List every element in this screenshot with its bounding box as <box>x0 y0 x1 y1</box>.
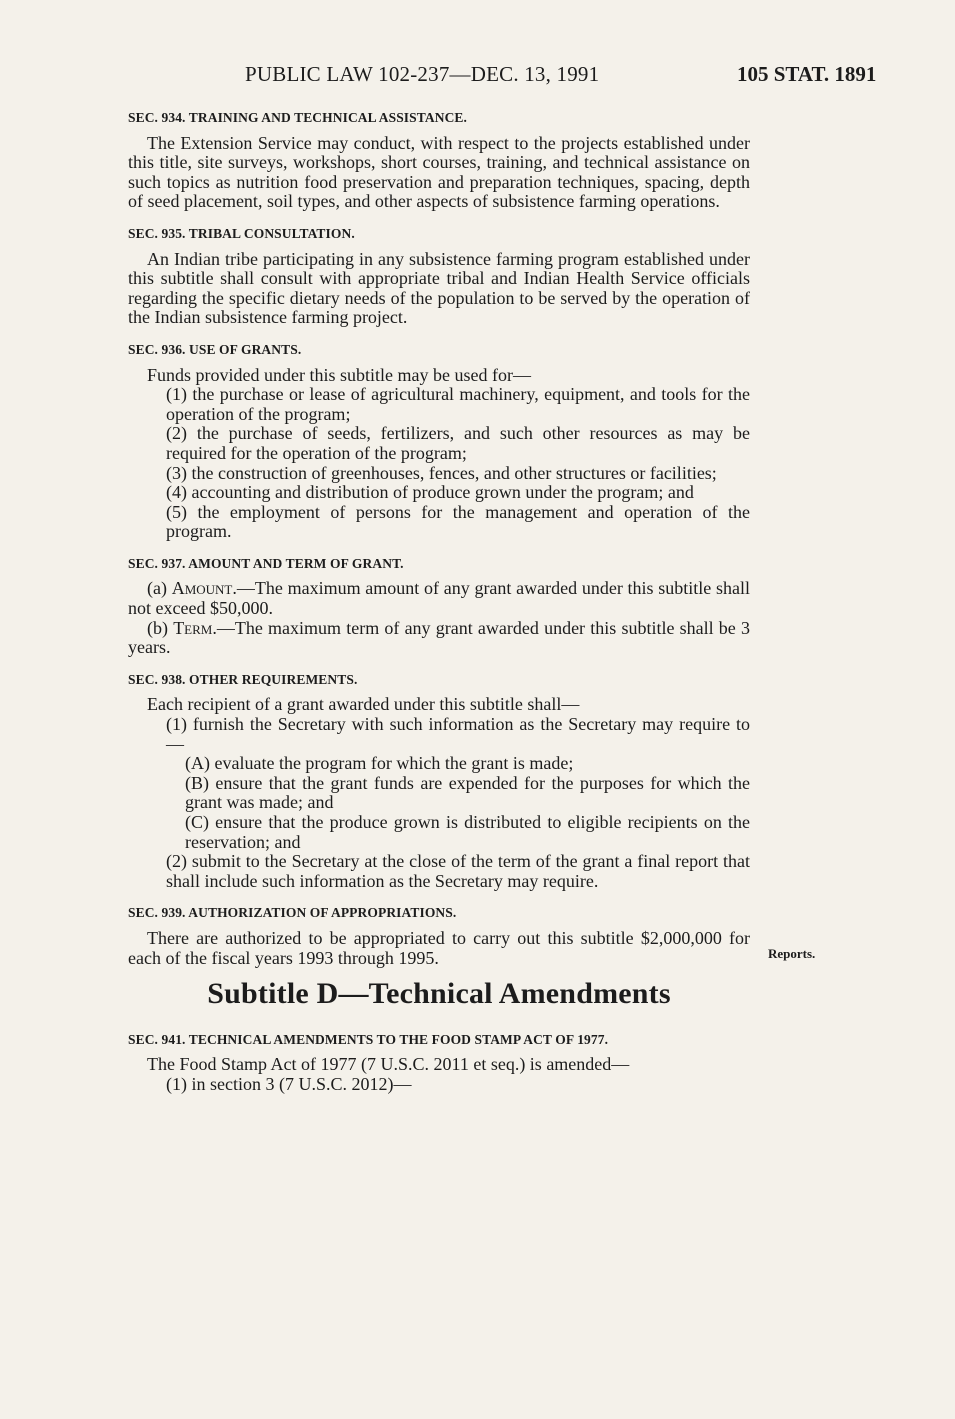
margin-note-reports: Reports. <box>768 946 816 961</box>
running-header-title: PUBLIC LAW 102-237—DEC. 13, 1991 <box>245 62 600 86</box>
section-935-text: An Indian tribe participating in any subsistence farming program established under this subtitle shall consult with appropriate tribal and Indian Health Service officials regarding the specific dietary needs of the population to be served by the operation of the Indian subsistence farming project. <box>128 248 750 328</box>
subsection-a-caption: Amount <box>171 578 233 599</box>
subtitle-heading: Subtitle D—Technical Amendments <box>207 977 671 1011</box>
section-937-heading: SEC. 937. AMOUNT AND TERM OF GRANT. <box>128 555 404 571</box>
subsection-b-caption: Term <box>173 617 213 638</box>
subsection-a-label: (a) <box>147 578 172 599</box>
subsection-b-label: (b) <box>147 617 174 638</box>
section-941-intro: The Food Stamp Act of 1977 (7 U.S.C. 2011 et seq.) is amended— <box>147 1054 630 1075</box>
section-938-subitem-a: (A) evaluate the program for which the grant is made; <box>185 753 574 774</box>
section-937-subsection-b <box>128 619 750 658</box>
section-938-item-1: (1) furnish the Secretary with such information as the Secretary may require to— <box>166 714 750 754</box>
section-936-item-5: (5) the employment of persons for the management and operation of the program. <box>166 501 750 542</box>
subsection-a-text: .—The maximum amount of any grant awarded under this subtitle shall not exceed $50,000. <box>128 578 750 619</box>
section-939-text: There are authorized to be appropriated to carry out this subtitle $2,000,000 for each of the fiscal years 1993 through 1995. <box>128 927 750 968</box>
section-936-item-4: (4) accounting and distribution of produce grown under the program; and <box>166 482 694 503</box>
section-936-heading: SEC. 936. USE OF GRANTS. <box>128 341 302 357</box>
section-937-subsection-a <box>128 579 750 618</box>
section-938-subitem-b: (B) ensure that the grant funds are expended for the purposes for which the grant was made; and <box>185 772 750 813</box>
section-934-heading: SEC. 934. TRAINING AND TECHNICAL ASSISTANCE. <box>128 110 467 125</box>
section-936-item-1: (1) the purchase or lease of agricultural machinery, equipment, and tools for the operation of the program; <box>166 384 750 424</box>
section-938-item-2: (2) submit to the Secretary at the close of the term of the grant a final report that shall include such information as the Secretary may require. <box>166 851 750 891</box>
section-938-heading: SEC. 938. OTHER REQUIREMENTS. <box>128 671 358 687</box>
section-935-heading: SEC. 935. TRIBAL CONSULTATION. <box>128 225 355 241</box>
section-934-text: The Extension Service may conduct, with respect to the projects established under this title, site surveys, workshops, short courses, training, and technical assistance on such topics as nutrition food preservation and preparation techniques, spacing, depth of seed placement, soil types, and other aspects of subsistence farming operations. <box>128 132 750 212</box>
section-936-item-3: (3) the construction of greenhouses, fences, and other structures or facilities; <box>166 462 717 483</box>
document-body <box>128 108 750 1095</box>
section-938-subitem-c: (C) ensure that the produce grown is distributed to eligible recipients on the reservation; and <box>185 812 750 852</box>
subsection-b-text: .—The maximum term of any grant awarded under this subtitle shall be 3 years. <box>128 617 750 658</box>
section-941-item-1: (1) in section 3 (7 U.S.C. 2012)— <box>166 1073 412 1094</box>
section-936-item-2: (2) the purchase of seeds, fertilizers, and such other resources as may be required for the operation of the program; <box>166 423 750 463</box>
section-936-intro: Funds provided under this subtitle may be used for— <box>147 364 531 385</box>
section-941-heading: SEC. 941. TECHNICAL AMENDMENTS TO THE FOOD STAMP ACT OF 1977. <box>128 1031 609 1047</box>
statute-page-number: 105 STAT. 1891 <box>737 62 877 86</box>
section-939-heading: SEC. 939. AUTHORIZATION OF APPROPRIATIONS. <box>128 905 457 921</box>
section-938-intro: Each recipient of a grant awarded under this subtitle shall— <box>147 694 580 715</box>
